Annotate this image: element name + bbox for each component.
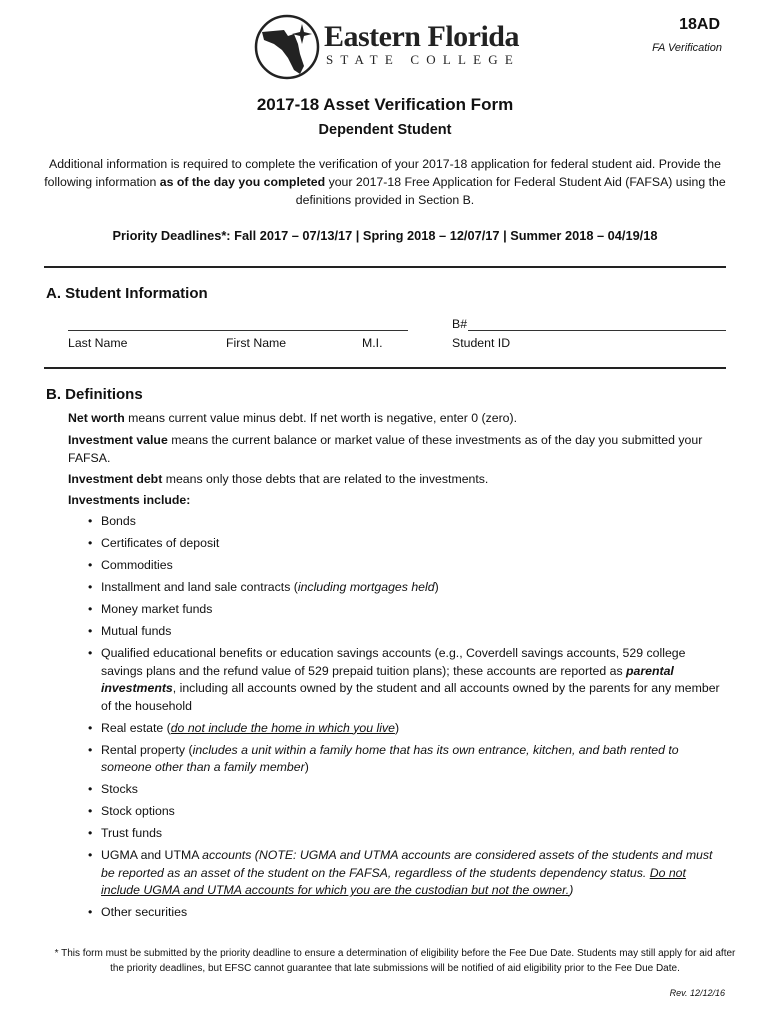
college-logo-icon (254, 14, 320, 80)
term-net-worth: Net worth (68, 411, 125, 425)
definition-investment-debt (68, 470, 728, 488)
last-name-label: Last Name (68, 336, 128, 350)
investments-include-label: Investments include: (68, 493, 191, 507)
intro-text-2: your 2017-18 Free Application for Federal Student Aid (FAFSA) using the definitions provided in Section B. (295, 175, 726, 207)
intro-bold: as of the day you completed (159, 175, 326, 189)
revision-date: Rev. 12/12/16 (669, 988, 725, 998)
definition-investment-value (68, 431, 728, 467)
list-item: • Trust funds (88, 825, 724, 843)
form-code: 18AD (679, 16, 720, 33)
definition-net-worth (68, 409, 728, 427)
college-name: Eastern Florida (324, 20, 519, 53)
list-item: • Real estate (do not include the home in which you live) (88, 720, 724, 738)
investment-debt-text: means only those debts that are related to the investments. (162, 472, 489, 486)
page-title: 2017-18 Asset Verification Form (256, 95, 514, 114)
list-item: • Mutual funds (88, 623, 724, 641)
page-subtitle: Dependent Student (318, 122, 452, 138)
form-subtitle: FA Verification (652, 42, 722, 54)
term-investment-value: Investment value (68, 433, 168, 447)
student-id-label: Student ID (452, 336, 511, 350)
student-id-prefix: B# (452, 317, 468, 331)
list-item: • Bonds (88, 513, 724, 531)
student-id-field[interactable] (468, 330, 726, 331)
divider (44, 367, 726, 369)
list-item: • Money market funds (88, 601, 724, 619)
intro-text-1: Additional information is required to complete the verification of your 2017-18 application for federal student aid. Provide the following information (44, 157, 721, 189)
list-item: • Installment and land sale contracts (including mortgages held) (88, 579, 724, 597)
list-item: • Rental property (includes a unit within a family home that has its own entrance, kitchen, and bath rented to someone other than a family member) (88, 742, 724, 777)
list-item: • Qualified educational benefits or education savings accounts (e.g., Coverdell savings accounts, 529 college savings plans and the refund value of 529 prepaid tuition plans); these accounts are reported as parental investments, including all accounts owned by the student and all accounts owned by the parents for any member of the household (88, 645, 724, 715)
mi-label: M.I. (362, 336, 383, 350)
list-item: • Commodities (88, 557, 724, 575)
list-item: • Other securities (88, 904, 724, 922)
section-a-heading: A. Student Information (46, 285, 208, 302)
divider (44, 266, 726, 268)
investment-value-text: means the current balance or market value of these investments as of the day you submitted your FAFSA. (68, 433, 703, 465)
term-investment-debt: Investment debt (68, 472, 163, 486)
first-name-label: First Name (226, 336, 287, 350)
list-item: • Stock options (88, 803, 724, 821)
name-field[interactable] (68, 330, 408, 331)
list-item: • Stocks (88, 781, 724, 799)
section-b-heading: B. Definitions (46, 386, 143, 403)
college-subtitle: STATE COLLEGE (326, 52, 521, 67)
net-worth-text: means current value minus debt. If net worth is negative, enter 0 (zero). (124, 411, 518, 425)
intro-paragraph (40, 155, 730, 209)
list-item: • Certificates of deposit (88, 535, 724, 553)
investments-list (88, 513, 724, 926)
footnote: * This form must be submitted by the priority deadline to ensure a determination of eligibility before the Fee Due Date. Students may still apply for aid after the priority deadlines, but EFSC cannot guarantee that late submissions will be notified of aid eligibility prior to the Fee Due Date. (54, 948, 736, 974)
list-item: • UGMA and UTMA accounts (NOTE: UGMA and UTMA accounts are considered assets of the students and must be reported as an asset of the student on the FAFSA, regardless of the students dependency status. Do not include UGMA and UTMA accounts for which you are the custodian but not the owner.) (88, 847, 724, 900)
priority-deadlines: Priority Deadlines*: Fall 2017 – 07/13/17 | Spring 2018 – 12/07/17 | Summer 2018 – 04/19/18 (112, 228, 658, 243)
